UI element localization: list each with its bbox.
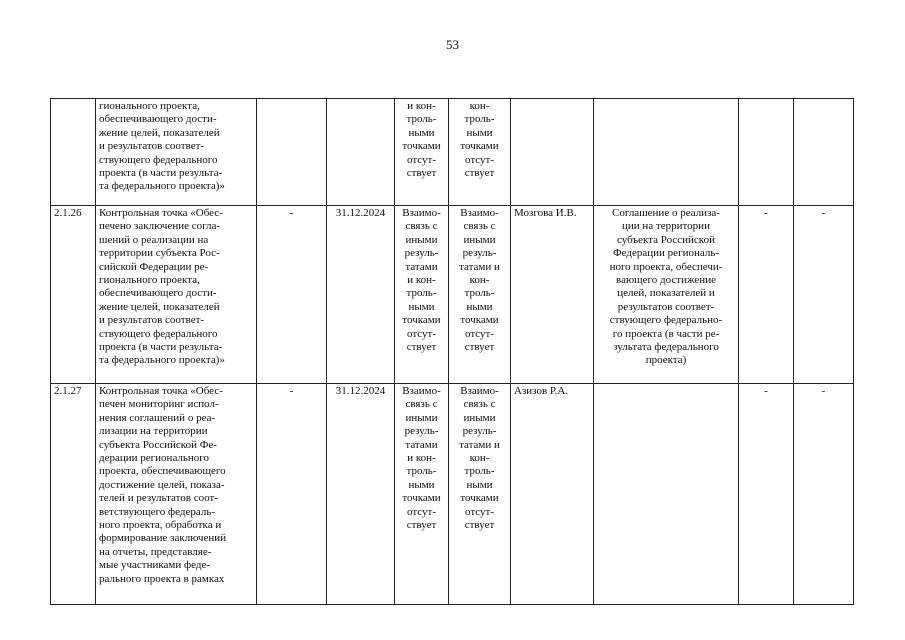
control-points-table xyxy=(50,98,854,605)
cell-responsible: Мозгова И.В. xyxy=(511,206,594,384)
cell-linkage-a: Взаимо- связь с иными резуль- татами и кон- троль- ными точками отсут- ствует xyxy=(395,384,449,605)
cell-date xyxy=(327,99,395,206)
cell-responsible: Азизов Р.А. xyxy=(511,384,594,605)
control-point-title: гионального проекта, обеспечивающего дости- жение целей, показателей и результатов соответ- ствующего федерального проекта (в части результа- та федерального проекта)» xyxy=(96,99,257,206)
cell-col9: - xyxy=(739,384,794,605)
cell-col10 xyxy=(794,99,854,206)
table-row xyxy=(51,384,854,605)
cell-linkage-b: Взаимо- связь с иными резуль- татами и кон- троль- ными точками отсут- ствует xyxy=(449,384,511,605)
table-row xyxy=(51,206,854,384)
cell-linkage-b: Взаимо- связь с иными резуль- татами и кон- троль- ными точками отсут- ствует xyxy=(449,206,511,384)
row-number: 2.1.27 xyxy=(51,384,96,605)
cell-linkage-a: Взаимо- связь с иными резуль- татами и кон- троль- ными точками отсут- ствует xyxy=(395,206,449,384)
cell-col9: - xyxy=(739,206,794,384)
cell-date: 31.12.2024 xyxy=(327,206,395,384)
cell-col3: - xyxy=(257,384,327,605)
cell-col10: - xyxy=(794,206,854,384)
cell-col3: - xyxy=(257,206,327,384)
row-number: 2.1.26 xyxy=(51,206,96,384)
cell-document xyxy=(594,99,739,206)
table-row xyxy=(51,99,854,206)
cell-col3 xyxy=(257,99,327,206)
cell-col9 xyxy=(739,99,794,206)
page-number: 53 xyxy=(446,37,459,52)
cell-linkage-b: кон- троль- ными точками отсут- ствует xyxy=(449,99,511,206)
cell-col10: - xyxy=(794,384,854,605)
cell-linkage-a: и кон- троль- ными точками отсут- ствует xyxy=(395,99,449,206)
cell-responsible xyxy=(511,99,594,206)
control-point-title: Контрольная точка «Обес- печено заключение согла- шений о реализации на территории субъекта Рос- сийской Федерации ре- гионального проекта, обеспечивающего дости- жение целей, показателей и результатов соответ- ствующего федерального проекта (в части результа- та федерального проекта)» xyxy=(96,206,257,384)
control-point-title: Контрольная точка «Обес- печен мониторинг испол- нения соглашений о реа- лизации на территории субъекта Российской Фе- дерации регионального проекта, обеспечивающего достижение целей, показа- телей и результатов соот- ветствующего федераль- ного проекта, обработка и формирование заключений на отчеты, представляе- мые участниками феде- рального проекта в рамках xyxy=(96,384,257,605)
cell-document xyxy=(594,384,739,605)
cell-document: Соглашение о реализа- ции на территории субъекта Российской Федерации региональ- ного проекта, обеспечи- вающего достижение целей, показателей и результатов соответ- ствующего федерально- го проекта (в части ре- зультата федерального проекта) xyxy=(594,206,739,384)
row-number xyxy=(51,99,96,206)
cell-date: 31.12.2024 xyxy=(327,384,395,605)
